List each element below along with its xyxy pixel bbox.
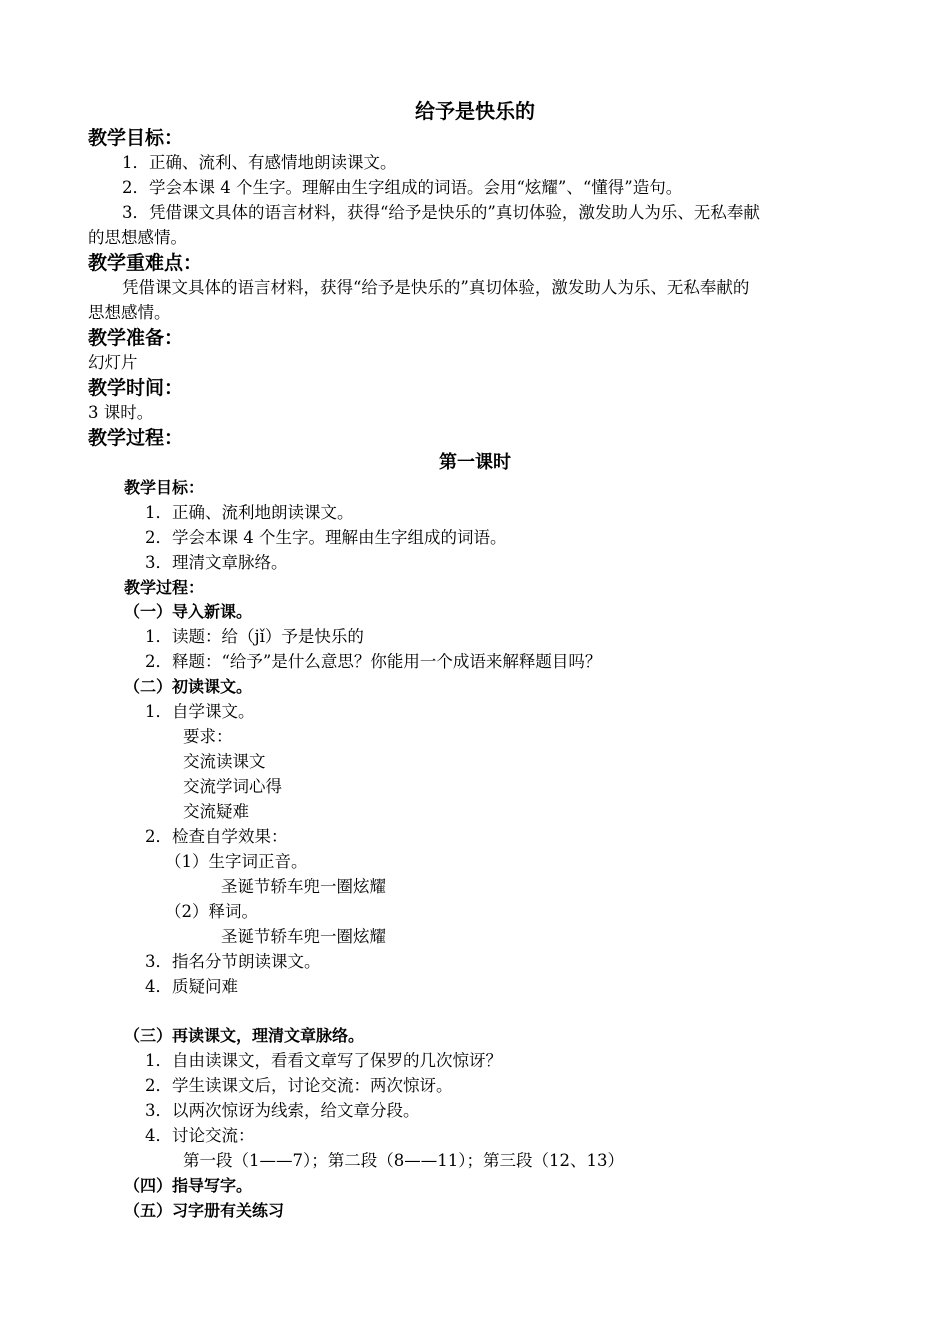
section-heading: （三）再读课文，理清文章脉络。: [124, 1026, 365, 1045]
sub-item: （1）生字词正音。: [165, 852, 308, 871]
section-heading: （一）导入新课。: [124, 602, 253, 621]
section-item: 1．自由读课文，看看文章写了保罗的几次惊讶？: [145, 1051, 502, 1070]
objective-item: 3．凭借课文具体的语言材料，获得“给予是快乐的”真切体验，激发助人为乐、无私奉献: [122, 203, 760, 222]
objective-item: 1．正确、流利、有感情地朗读课文。: [122, 153, 397, 172]
requirement-item: 交流疑难: [183, 802, 249, 821]
section-item: 2．学生读课文后，讨论交流：两次惊讶。: [145, 1076, 453, 1095]
lesson-objective-item: 3．理清文章脉络。: [145, 553, 288, 572]
requirement-item: 交流读课文: [183, 752, 266, 771]
process-heading: 教学过程：: [88, 427, 184, 449]
vocabulary-words: 圣诞节轿车兜一圈炫耀: [221, 877, 386, 896]
time-heading: 教学时间：: [88, 377, 184, 399]
lesson-objectives-heading: 教学目标：: [124, 478, 205, 497]
objective-item-continued: 的思想感情。: [88, 228, 187, 247]
section-heading: （二）初读课文。: [124, 677, 253, 696]
section-item: 2．释题：“给予”是什么意思？你能用一个成语来解释题目吗？: [145, 652, 602, 671]
objectives-heading: 教学目标：: [88, 127, 184, 149]
time-text: 3 课时。: [88, 403, 154, 422]
lesson-objective-item: 1．正确、流利地朗读课文。: [145, 503, 354, 522]
requirement-item: 交流学词心得: [183, 777, 282, 796]
section-heading: （五）习字册有关练习: [124, 1201, 285, 1220]
lesson-objective-item: 2．学会本课 4 个生字。理解由生字组成的词语。: [145, 528, 507, 547]
section-item: 3．以两次惊讶为线索，给文章分段。: [145, 1101, 420, 1120]
preparation-text: 幻灯片: [88, 353, 138, 372]
section-item: 1．自学课文。: [145, 702, 255, 721]
section-item: 1．读题：给（jǐ）予是快乐的: [145, 627, 364, 646]
key-points-text-continued: 思想感情。: [88, 303, 171, 322]
sub-item: （2）释词。: [165, 902, 258, 921]
preparation-heading: 教学准备：: [88, 327, 184, 349]
section-item: 2．检查自学效果：: [145, 827, 288, 846]
lesson-process-heading: 教学过程：: [124, 578, 205, 597]
vocabulary-words: 圣诞节轿车兜一圈炫耀: [221, 927, 386, 946]
section-item: 4．质疑问难: [145, 977, 238, 996]
document-title: 给予是快乐的: [415, 99, 535, 123]
segment-division: 第一段（1——7）；第二段（8——11）；第三段（12、13）: [183, 1151, 624, 1170]
requirements-label: 要求：: [183, 727, 233, 746]
key-points-heading: 教学重难点：: [88, 252, 203, 274]
lesson-title: 第一课时: [439, 452, 511, 473]
section-item: 4．讨论交流：: [145, 1126, 255, 1145]
key-points-text: 凭借课文具体的语言材料，获得“给予是快乐的”真切体验，激发助人为乐、无私奉献的: [122, 278, 750, 297]
section-item: 3．指名分节朗读课文。: [145, 952, 321, 971]
objective-item: 2．学会本课 4 个生字。理解由生字组成的词语。会用“炫耀”、“懂得”造句。: [122, 178, 683, 197]
section-heading: （四）指导写字。: [124, 1176, 253, 1195]
